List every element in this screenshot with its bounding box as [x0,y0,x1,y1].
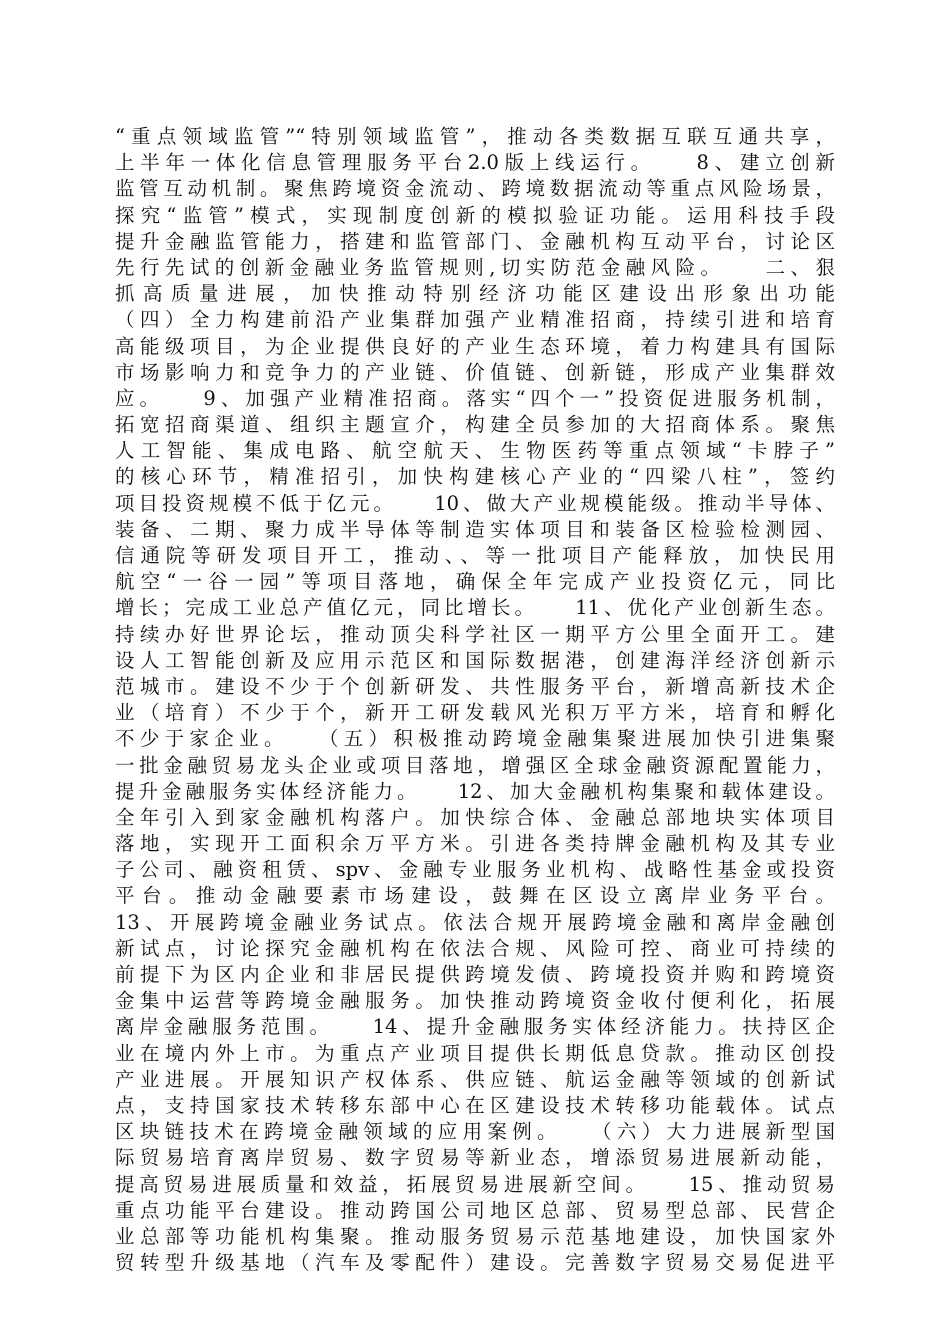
text-line: 落地，实现开工面积余万平方米。引进各类持牌金融机构及其专业 [115,832,835,856]
text-line: 人工智能、集成电路、航空航天、生物医药等重点领域“卡脖子” [115,439,835,463]
text-line: 高能级项目，为企业提供良好的产业生态环境，着力构建具有国际 [115,334,835,358]
text-line: 的核心环节，精准招引，加快构建核心产业的“四梁八柱”，签约 [115,465,835,489]
text-line: 新试点，讨论探究金融机构在依法合规、风险可控、商业可持续的 [115,936,835,960]
text-line: 贸转型升级基地（汽车及零配件）建设。完善数字贸易交易促进平 [115,1251,835,1275]
text-line: 监管互动机制。聚焦跨境资金流动、跨境数据流动等重点风险场景， [115,177,835,201]
text-line: 市场影响力和竞争力的产业链、价值链、创新链，形成产业集群效 [115,360,835,384]
text-line: 离岸金融服务范围。 14、提升金融服务实体经济能力。扶持区企 [115,1015,835,1039]
text-line: 持续办好世界论坛，推动顶尖科学社区一期平方公里全面开工。建 [115,622,835,646]
text-line: 重点功能平台建设。推动跨国公司地区总部、贸易型总部、民营企 [115,1198,835,1222]
text-line: 业总部等功能机构集聚。推动服务贸易示范基地建设，加快国家外 [115,1224,835,1248]
text-line: 区块链技术在跨境金融领域的应用案例。 （六）大力进展新型国 [115,1120,835,1144]
text-line: 信通院等研发项目开工，推动、、等一批项目产能释放，加快民用 [115,544,835,567]
text-line: 业（培育）不少于个，新开工研发载风光积万平方米，培育和孵化 [115,701,835,725]
text-line: 应。 9、加强产业精准招商。落实“四个一”投资促进服务机制， [115,386,835,410]
text-line: 点，支持国家技术转移东部中心在区建设技术转移功能载体。试点 [115,1093,835,1117]
text-line: 航空“一谷一园”等项目落地，确保全年完成产业投资亿元，同比 [115,570,835,594]
text-line: 一批金融贸易龙头企业或项目落地，增强区全球金融资源配置能力， [115,753,835,777]
text-line: “重点领域监管”“特别领域监管”，推动各类数据互联互通共享， [115,125,835,148]
text-line: 业在境内外上市。为重点产业项目提供长期低息贷款。推动区创投 [115,1041,835,1065]
text-line: 子公司、融资租赁、spv、金融专业服务业机构、战略性基金或投资 [115,858,835,882]
text-line: 提升金融服务实体经济能力。 12、加大金融机构集聚和载体建设。 [115,779,835,803]
text-line: 上半年一体化信息管理服务平台2.0版上线运行。 8、建立创新 [115,151,835,175]
text-line: 范城市。建设不少于个创新研发、共性服务平台，新增高新技术企 [115,674,835,698]
text-line: 装备、二期、聚力成半导体等制造实体项目和装备区检验检测园、 [115,517,835,541]
text-line: 增长；完成工业总产值亿元，同比增长。 11、优化产业创新生态。 [115,596,835,620]
text-line: 拓宽招商渠道、组织主题宣介，构建全员参加的大招商体系。聚焦 [115,413,835,437]
text-line: 探究“监管”模式，实现制度创新的模拟验证功能。运用科技手段 [115,203,835,227]
text-line: 项目投资规模不低于亿元。 10、做大产业规模能级。推动半导体、 [115,491,835,515]
text-line: 金集中运营等跨境金融服务。加快推动跨境资金收付便利化，拓展 [115,989,835,1013]
text-line: （四）全力构建前沿产业集群加强产业精准招商，持续引进和培育 [115,308,835,332]
body-text [115,124,835,1276]
text-line: 际贸易培育离岸贸易、数字贸易等新业态，增添贸易进展新动能， [115,1146,835,1170]
text-line: 平台。推动金融要素市场建设，鼓舞在区设立离岸业务平台。 [115,884,835,908]
text-line: 全年引入到家金融机构落户。加快综合体、金融总部地块实体项目 [115,805,835,829]
text-line: 产业进展。开展知识产权体系、供应链、航运金融等领域的创新试 [115,1067,835,1091]
text-line: 提高贸易进展质量和效益，拓展贸易进展新空间。 15、推动贸易 [115,1172,835,1196]
text-line: 提升金融监管能力，搭建和监管部门、金融机构互动平台，讨论区 [115,229,835,253]
text-line: 先行先试的创新金融业务监管规则,切实防范金融风险。 二、狠 [115,255,835,279]
text-line: 设人工智能创新及应用示范区和国际数据港，创建海洋经济创新示 [115,648,835,672]
text-line: 抓高质量进展，加快推动特别经济功能区建设出形象出功能 [115,282,835,306]
text-line: 13、开展跨境金融业务试点。依法合规开展跨境金融和离岸金融创 [115,910,835,934]
text-line: 不少于家企业。 （五）积极推动跨境金融集聚进展加快引进集聚 [115,727,835,751]
text-line: 前提下为区内企业和非居民提供跨境发债、跨境投资并购和跨境资 [115,963,835,986]
